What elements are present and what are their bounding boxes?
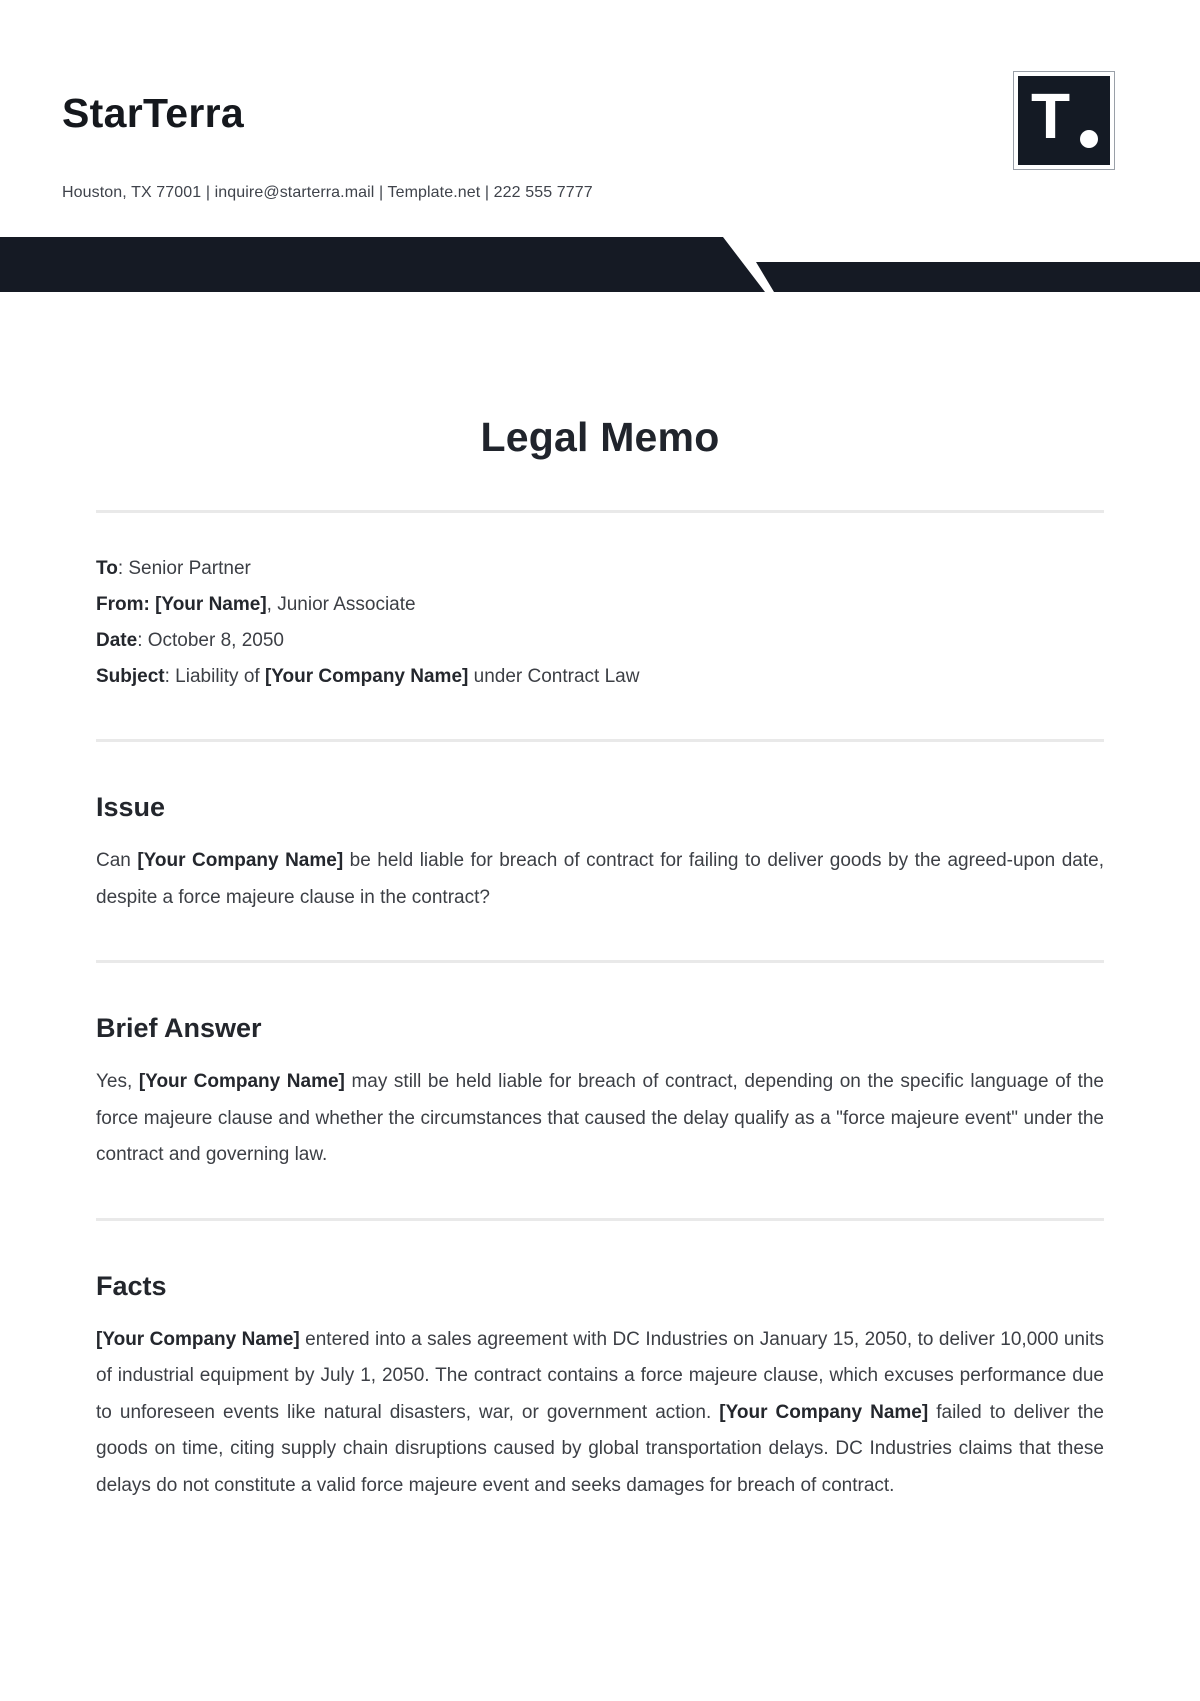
placeholder-token: [Your Company Name] [719,1401,929,1423]
banner-ribbon-right [740,262,1200,292]
placeholder-token: [Your Company Name] [138,1071,345,1092]
section-paragraph [96,1064,1104,1174]
text-run: , Junior Associate [266,594,416,615]
logo-tile [1018,76,1110,165]
placeholder-token: [Your Company Name] [96,1328,300,1350]
text-run: may still be held liable for breach of contract, depending on the specific language of the force majeure clause and whether the circumstances that caused the delay qualify as a "force majeure event" under the contract and governing law. [96,1071,1104,1165]
logo-dot-icon [1080,130,1098,148]
text-run: Can [96,850,138,871]
text-run: under Contract Law [468,666,640,687]
text-run: : Senior Partner [117,558,251,579]
page-title: Legal Memo [480,414,720,460]
section-heading: Facts [96,1270,167,1301]
placeholder-token: Date [96,630,138,651]
placeholder-token: [Your Company Name] [137,850,344,871]
company-logo [1013,71,1115,170]
memo-meta-line [96,623,1104,659]
title-divider [96,510,1104,513]
text-run: be held liable for breach of contract for failing to deliver goods by the agreed-upon date, despite a force majeure clause in the contract? [96,850,1104,908]
memo-meta [96,551,1104,695]
header-top-row [0,0,1200,170]
memo-document [0,414,1200,1504]
placeholder-token: [Your Name] [155,594,267,615]
text-run: entered into a sales agreement with DC Industries on January 15, 2050, to deliver 10,000 units of industrial equipment by July 1, 2050. The contract contains a force majeure clause, which excuses performance due to unforeseen events like natural disasters, war, or government action. [96,1328,1104,1423]
page-header [0,0,1200,292]
section-divider [96,1218,1104,1221]
memo-meta-line [96,587,1104,623]
company-name: StarTerra [62,90,244,136]
placeholder-token: To [96,558,118,579]
text-run: Yes, [96,1071,139,1092]
placeholder-token: [Your Company Name] [264,666,469,687]
contact-line: Houston, TX 77001 | inquire@starterra.mail | Template.net | 222 555 7777 [62,184,593,201]
text-run: : October 8, 2050 [137,630,285,651]
section-heading: Issue [96,792,166,822]
section-divider [96,739,1104,742]
memo-meta-line [96,659,1104,695]
banner-ribbon [0,237,1200,292]
section-heading: Brief Answer [96,1013,262,1043]
banner-ribbon-left [0,237,765,292]
text-run: failed to deliver the goods on time, citing supply chain disruptions caused by global transportation delays. DC Industries claims that these delays do not constitute a valid force majeure event and seeks damages for breach of contract. [96,1401,1104,1496]
memo-meta-line [96,551,1104,587]
placeholder-token: Subject [96,666,165,687]
placeholder-token: From: [96,594,156,615]
section-paragraph [96,1322,1104,1505]
section-paragraph [96,843,1104,916]
section-divider [96,960,1104,963]
logo-letter: T [1031,80,1071,152]
sections [96,739,1104,1504]
text-run: : Liability of [164,666,265,687]
